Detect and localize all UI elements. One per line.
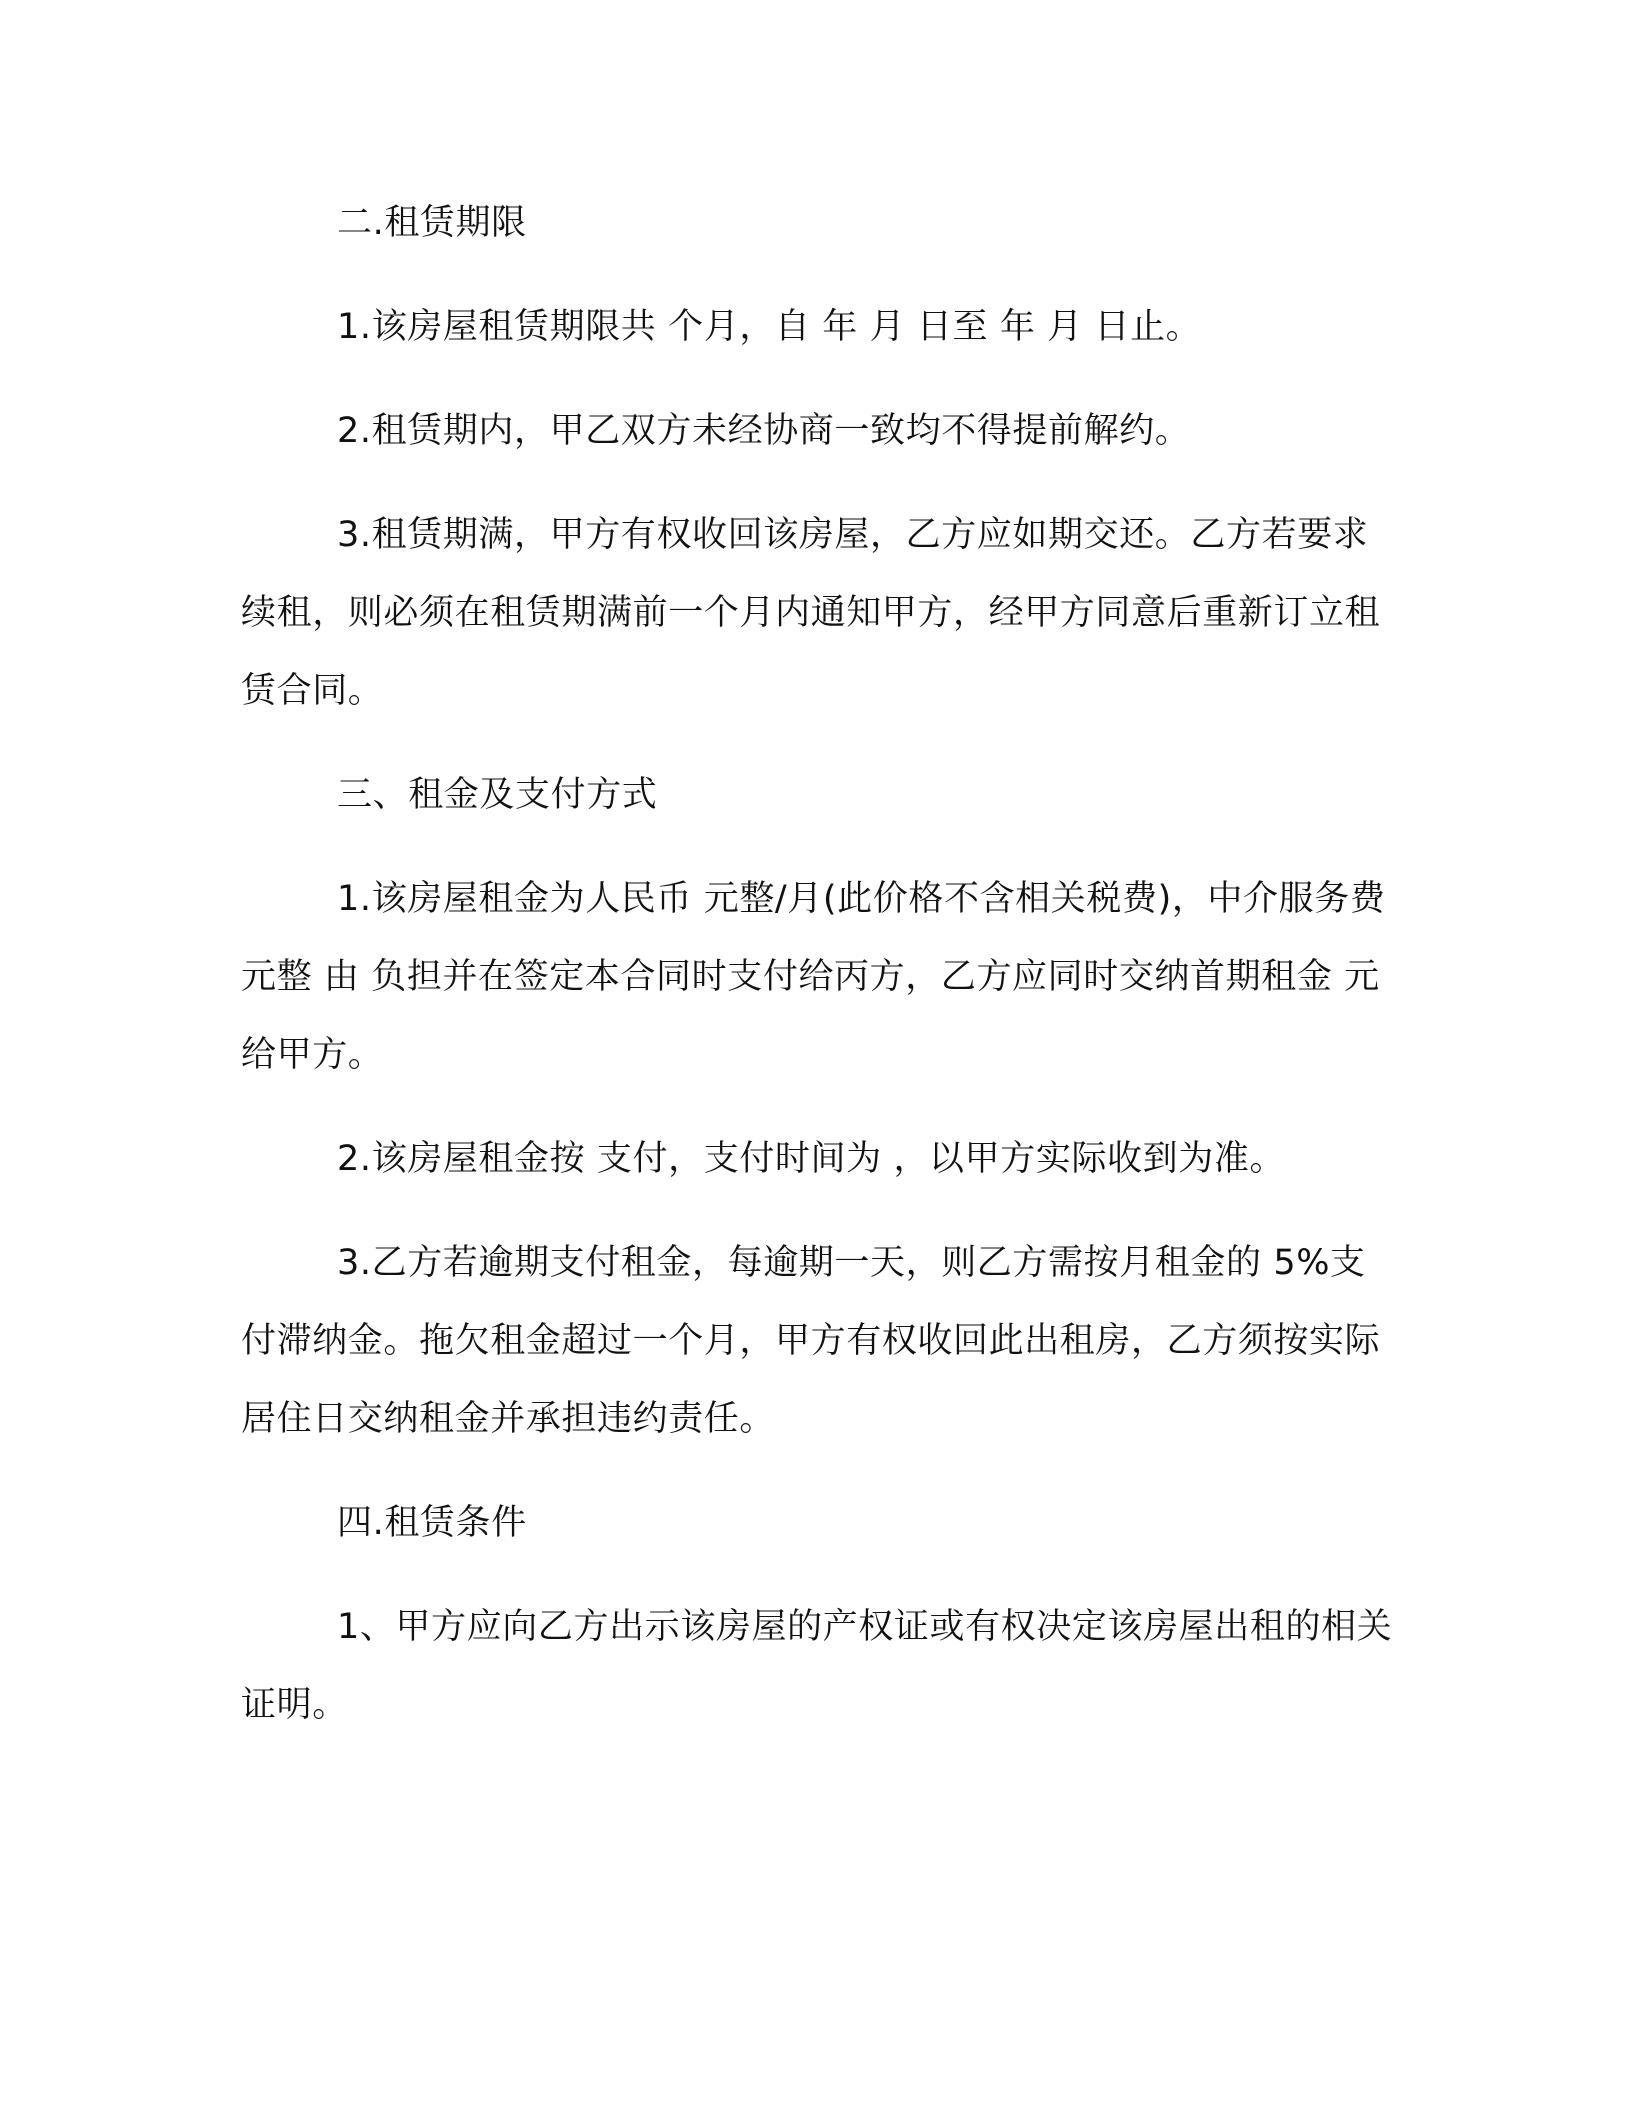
section-heading-rent-payment: 三、租金及支付方式: [337, 775, 658, 815]
clause-rent-payment-3: 3.乙方若逾期支付租金，每逾期一天，则乙方需按月租金的 5%支付滞纳金。拖欠租金超过一个月，甲方有权收回此出租房，乙方须按实际居住日交纳租金并承担违约责任。: [241, 1243, 1381, 1439]
section-heading-lease-term: 二.租赁期限: [337, 203, 527, 243]
clause-lease-term-2: 2.租赁期内，甲乙双方未经协商一致均不得提前解约。: [337, 411, 1191, 451]
clause-rent-payment-2: 2.该房屋租金按 支付，支付时间为 ，以甲方实际收到为准。: [337, 1139, 1286, 1179]
clause-lease-term-1: 1.该房屋租赁期限共 个月，自 年 月 日至 年 月 日止。: [337, 307, 1202, 347]
document-body: [241, 184, 1393, 1770]
section-heading-lease-conditions: 四.租赁条件: [337, 1503, 527, 1543]
clause-rent-payment-1: 1.该房屋租金为人民币 元整/月(此价格不含相关税费)，中介服务费 元整 由 负担并在签定本合同时支付给丙方，乙方应同时交纳首期租金 元给甲方。: [241, 879, 1386, 1075]
clause-lease-conditions-1: 1、甲方应向乙方出示该房屋的产权证或有权决定该房屋出租的相关证明。: [241, 1607, 1393, 1725]
clause-lease-term-3: 3.租赁期满，甲方有权收回该房屋，乙方应如期交还。乙方若要求续租，则必须在租赁期满前一个月内通知甲方，经甲方同意后重新订立租赁合同。: [241, 515, 1381, 711]
